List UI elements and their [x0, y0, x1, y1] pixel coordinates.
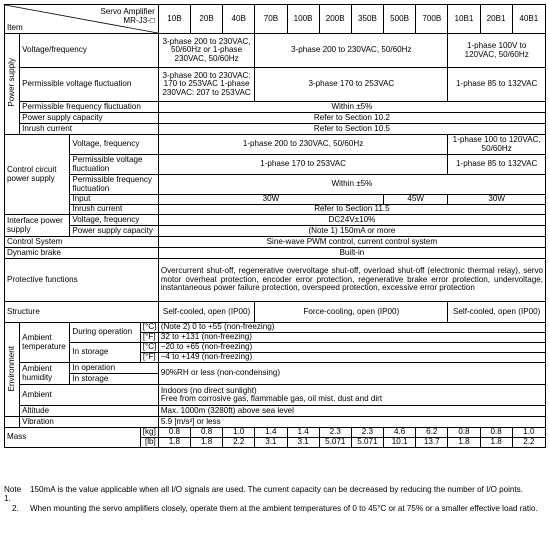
table-cell: 1-phase 85 to 132VAC	[448, 68, 546, 102]
table-row	[5, 385, 546, 406]
row-label: Permissible voltage fluctuation	[70, 155, 158, 175]
row-label: Inrush current	[70, 205, 158, 215]
table-cell: (Note 2) 0 to +55 (non-freezing)	[158, 323, 545, 333]
model-header: 40B1	[512, 5, 545, 34]
model-header: 10B	[158, 5, 190, 34]
unit-cell: [lb]	[140, 438, 158, 448]
row-label: Permissible frequency fluctuation	[70, 175, 158, 195]
mass-lb-cell: 5.071	[351, 438, 383, 448]
table-cell: Force-cooling, open (IP00)	[255, 302, 448, 323]
table-cell: Refer to Section 11.5	[158, 205, 545, 215]
note-1-text: 150mA is the value applicable when all I/O signals are used. The current capacity can be decreased by reducing the number of I/O points.	[30, 485, 523, 494]
table-cell: 3-phase 200 to 230VAC: 170 to 253VAC 1-phase 230VAC: 207 to 253VAC	[158, 68, 255, 102]
model-header: 200B	[319, 5, 351, 34]
table-row	[5, 226, 546, 237]
row-sublabel: In storage	[70, 374, 158, 385]
table-cell: Self-cooled, open (IP00)	[448, 302, 546, 323]
row-label: Input	[70, 195, 158, 205]
mass-kg-cell: 4.6	[384, 428, 416, 438]
table-cell: 30W	[158, 195, 383, 205]
mass-lb-cell: 1.8	[480, 438, 512, 448]
unit-cell: [°F]	[140, 333, 158, 343]
row-sublabel: In storage	[70, 343, 140, 363]
table-row	[5, 343, 546, 353]
table-cell: 1-phase 200 to 230VAC, 50/60Hz	[158, 135, 448, 155]
table-cell: 90%RH or less (non-condensing)	[158, 363, 545, 385]
row-label: Altitude	[20, 406, 159, 417]
mass-lb-cell: 2.2	[223, 438, 255, 448]
table-cell: Max. 1000m (3280ft) above sea level	[158, 406, 545, 417]
table-row	[5, 363, 546, 374]
model-header: 10B1	[448, 5, 480, 34]
table-cell: 1-phase 85 to 132VAC	[448, 155, 546, 175]
mass-kg-cell: 1.0	[512, 428, 545, 438]
table-row	[5, 135, 546, 155]
row-label: Permissible frequency fluctuation	[20, 102, 159, 113]
table-cell: Sine-wave PWM control, current control system	[158, 237, 545, 248]
row-label: Vibration	[20, 417, 159, 428]
model-header: 100B	[287, 5, 319, 34]
mass-kg-cell: 1.4	[255, 428, 287, 438]
row-label: Control System	[5, 237, 159, 248]
table-cell: Refer to Section 10.2	[158, 113, 545, 124]
table-cell: Overcurrent shut-off, regenerative overvoltage shut-off, overload shut-off (electronic thermal relay), servo motor overheat protection, encoder error protection, regenerative brake error protection, undervoltage, instantaneous power failure protection, overspeed protection, excessive error protection	[158, 259, 545, 302]
table-row	[5, 155, 546, 175]
table-cell	[158, 385, 545, 406]
row-label: Permissible voltage fluctuation	[20, 68, 159, 102]
table-cell: 1-phase 170 to 253VAC	[158, 155, 448, 175]
table-row	[5, 259, 546, 302]
table-cell: (Note 1) 150mA or more	[158, 226, 545, 237]
unit-cell: [kg]	[140, 428, 158, 438]
section-environment: Environment	[5, 323, 20, 417]
table-cell: 3-phase 200 to 230VAC, 50/60Hz	[255, 34, 448, 68]
notes	[4, 485, 546, 513]
table-cell: −4 to +149 (non-freezing)	[158, 353, 545, 363]
model-header: 350B	[351, 5, 383, 34]
table-row	[5, 195, 546, 205]
note-2-lead: 2.	[12, 503, 19, 513]
mass-lb-cell: 5.071	[319, 438, 351, 448]
row-label: Structure	[5, 302, 159, 323]
row-sublabel: During operation	[70, 323, 140, 343]
table-row	[5, 417, 546, 428]
mass-lb-cell: 1.8	[448, 438, 480, 448]
table-row	[5, 113, 546, 124]
mass-lb-cell: 2.2	[512, 438, 545, 448]
row-label: Dynamic brake	[5, 248, 159, 259]
mass-lb-cell: 10.1	[384, 438, 416, 448]
section-interface-power: Interface power supply	[5, 215, 70, 237]
row-label: Protective functions	[5, 259, 159, 302]
table-cell: DC24V±10%	[158, 215, 545, 226]
row-label: Inrush current	[20, 124, 159, 135]
mass-kg-cell: 0.8	[190, 428, 222, 438]
unit-cell: [°C]	[140, 343, 158, 353]
row-label: Power supply capacity	[20, 113, 159, 124]
table-row	[5, 68, 546, 102]
model-line-1: Servo Amplifier	[100, 7, 155, 16]
row-label: Ambient temperature	[20, 323, 70, 363]
model-label	[100, 7, 154, 26]
table-cell: 5.9 [m/s²] or less	[158, 417, 545, 428]
table-cell: Refer to Section 10.5	[158, 124, 545, 135]
mass-kg-cell: 0.8	[448, 428, 480, 438]
table-row	[5, 323, 546, 333]
row-label: Voltage/frequency	[20, 34, 159, 68]
row-label: Power supply capacity	[70, 226, 158, 237]
row-label: Ambient	[20, 385, 159, 406]
model-header: 700B	[416, 5, 448, 34]
mass-lb-cell: 1.8	[190, 438, 222, 448]
note-1	[4, 485, 546, 504]
table-row	[5, 428, 546, 438]
table-cell: 30W	[448, 195, 546, 205]
table-row	[5, 215, 546, 226]
model-header: 40B	[223, 5, 255, 34]
model-header: 20B1	[480, 5, 512, 34]
table-row	[5, 102, 546, 113]
unit-cell: [°C]	[140, 323, 158, 333]
table-row	[5, 124, 546, 135]
table-cell: 3-phase 200 to 230VAC, 50/60Hz or 1-phase 230VAC, 50/60Hz	[158, 34, 255, 68]
table-cell: Self-cooled, open (IP00)	[158, 302, 255, 323]
item-label: Item	[7, 22, 23, 32]
table-row	[5, 302, 546, 323]
mass-kg-cell: 2.3	[351, 428, 383, 438]
section-control-circuit: Control circuit power supply	[5, 135, 70, 215]
table-row	[5, 237, 546, 248]
mass-kg-cell: 2.3	[319, 428, 351, 438]
unit-cell: [°F]	[140, 353, 158, 363]
table-cell: 32 to +131 (non-freezing)	[158, 333, 545, 343]
mass-kg-cell: 1.4	[287, 428, 319, 438]
header-diagonal-cell	[5, 5, 159, 34]
note-2	[4, 504, 546, 513]
row-label: Voltage, frequency	[70, 215, 158, 226]
mass-lb-cell: 3.1	[255, 438, 287, 448]
table-cell: 1-phase 100V to 120VAC, 50/60Hz	[448, 34, 546, 68]
table-cell: 3-phase 170 to 253VAC	[255, 68, 448, 102]
row-label: Mass	[5, 428, 141, 448]
row-label: Ambient humidity	[20, 363, 70, 385]
mass-lb-cell: 1.8	[158, 438, 190, 448]
table-row	[5, 205, 546, 215]
table-cell: Within ±5%	[158, 175, 545, 195]
table-row	[5, 248, 546, 259]
model-line-2: MR-J3-□	[123, 16, 155, 26]
table-cell: −20 to +65 (non-freezing)	[158, 343, 545, 353]
mass-lb-cell: 3.1	[287, 438, 319, 448]
table-row	[5, 406, 546, 417]
table-row	[5, 175, 546, 195]
table-cell: Within ±5%	[158, 102, 545, 113]
mass-lb-cell: 13.7	[416, 438, 448, 448]
table-cell: 45W	[384, 195, 448, 205]
ambient-line-2: Free from corrosive gas, flammable gas, oil mist, dust and dirt	[160, 394, 383, 403]
header-row	[5, 5, 546, 34]
table-row	[5, 34, 546, 68]
table-cell: 1-phase 100 to 120VAC, 50/60Hz	[448, 135, 546, 155]
note-1-lead: Note 1.	[4, 485, 22, 504]
note-2-text: When mounting the servo amplifiers closely, operate them at the ambient temperatures of 0 to 45°C or at 75% or a smaller effective load ratio.	[30, 503, 538, 513]
section-power-supply: Power supply	[5, 34, 20, 135]
row-label: Voltage, frequency	[70, 135, 158, 155]
model-header: 20B	[190, 5, 222, 34]
model-header: 500B	[384, 5, 416, 34]
specification-table	[4, 4, 546, 448]
table-cell: Built-in	[158, 248, 545, 259]
model-header: 70B	[255, 5, 287, 34]
mass-kg-cell: 1.0	[223, 428, 255, 438]
row-sublabel: In operation	[70, 363, 158, 374]
mass-kg-cell: 0.8	[158, 428, 190, 438]
mass-kg-cell: 6.2	[416, 428, 448, 438]
ambient-line-1: Indoors (no direct sunlight)	[160, 385, 257, 395]
mass-kg-cell: 0.8	[480, 428, 512, 438]
